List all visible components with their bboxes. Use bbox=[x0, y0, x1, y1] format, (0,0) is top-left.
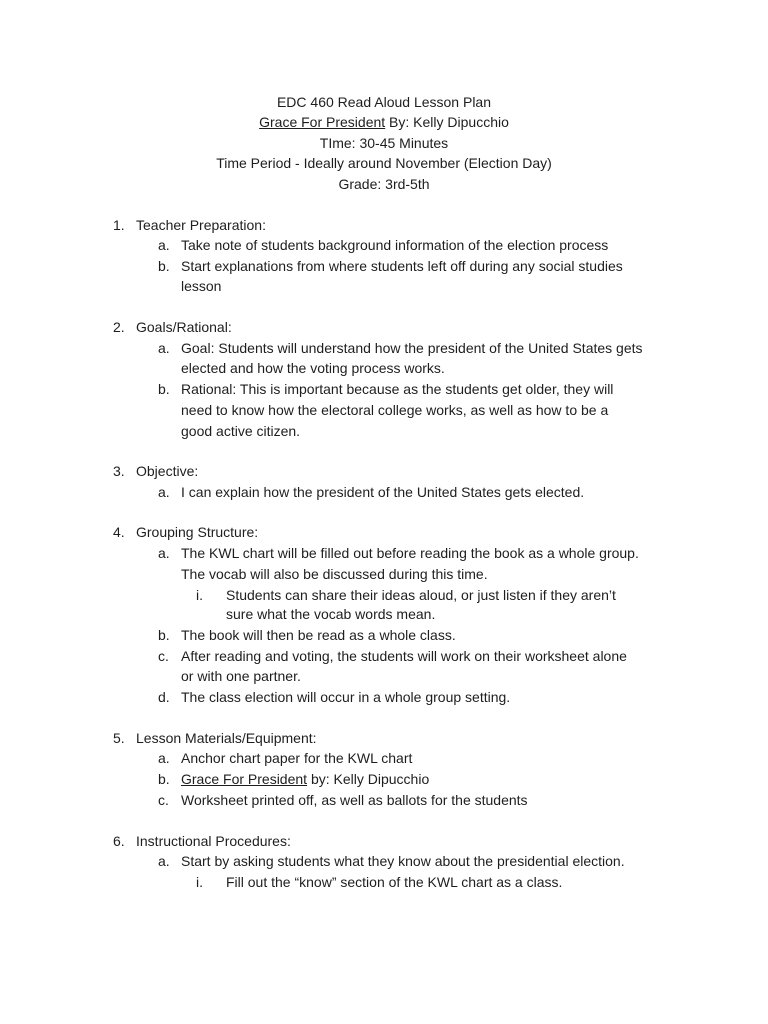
book-title-link: Grace For President bbox=[259, 114, 386, 130]
list-item: Worksheet printed off, as well as ballots for the students bbox=[181, 792, 528, 808]
list-item-continuation: need to know how the electoral college works, as well as how to be a bbox=[181, 402, 609, 418]
item-marker: b. bbox=[158, 771, 170, 787]
subitem-marker: i. bbox=[196, 874, 203, 890]
time-line: TIme: 30-45 Minutes bbox=[319, 135, 449, 151]
grade-line: Grade: 3rd-5th bbox=[338, 176, 430, 192]
sub-list-item: Fill out the “know” section of the KWL chart as a class. bbox=[226, 874, 563, 890]
list-item: The KWL chart will be filled out before reading the book as a whole group. bbox=[181, 545, 639, 561]
item-marker: b. bbox=[158, 381, 170, 397]
list-item-continuation: or with one partner. bbox=[181, 668, 301, 684]
list-item: Start by asking students what they know about the presidential election. bbox=[181, 853, 625, 869]
author-text: by: Kelly Dipucchio bbox=[307, 771, 430, 787]
section-title: Goals/Rational: bbox=[136, 319, 232, 335]
item-marker: c. bbox=[158, 648, 169, 664]
list-item-continuation: The vocab will also be discussed during this time. bbox=[181, 566, 488, 582]
item-marker: a. bbox=[158, 340, 170, 356]
item-marker: a. bbox=[158, 484, 170, 500]
sub-list-item: Students can share their ideas aloud, or just listen if they aren’t bbox=[226, 587, 616, 603]
section-number: 1. bbox=[113, 217, 125, 233]
section-title: Teacher Preparation: bbox=[136, 217, 266, 233]
list-item: Goal: Students will understand how the president of the United States gets bbox=[181, 340, 643, 356]
section-title: Grouping Structure: bbox=[136, 524, 259, 540]
section-title: Objective: bbox=[136, 463, 199, 479]
list-item: I can explain how the president of the United States gets elected. bbox=[181, 484, 585, 500]
list-item: The class election will occur in a whole group setting. bbox=[181, 689, 511, 705]
book-title-link: Grace For President bbox=[181, 771, 308, 787]
item-marker: a. bbox=[158, 853, 170, 869]
book-author-line bbox=[0, 112, 768, 132]
section-number: 5. bbox=[113, 730, 125, 746]
section-number: 2. bbox=[113, 319, 125, 335]
item-marker: d. bbox=[158, 689, 170, 705]
list-item-continuation: elected and how the voting process works. bbox=[181, 360, 445, 376]
list-item: After reading and voting, the students will work on their worksheet alone bbox=[181, 648, 627, 664]
list-item: The book will then be read as a whole class. bbox=[181, 627, 456, 643]
course-title: EDC 460 Read Aloud Lesson Plan bbox=[276, 94, 492, 110]
list-item-continuation: good active citizen. bbox=[181, 423, 301, 439]
section-number: 4. bbox=[113, 524, 125, 540]
list-item-continuation: lesson bbox=[181, 278, 222, 294]
section-number: 6. bbox=[113, 833, 125, 849]
author-text: By: Kelly Dipucchio bbox=[385, 114, 509, 130]
item-marker: c. bbox=[158, 792, 169, 808]
item-marker: b. bbox=[158, 627, 170, 643]
section-title: Instructional Procedures: bbox=[136, 833, 291, 849]
section-number: 3. bbox=[113, 463, 125, 479]
item-marker: b. bbox=[158, 258, 170, 274]
time-period-line: Time Period - Ideally around November (Election Day) bbox=[216, 155, 552, 171]
list-item: Anchor chart paper for the KWL chart bbox=[181, 750, 413, 766]
list-item bbox=[181, 769, 429, 789]
subitem-marker: i. bbox=[196, 587, 203, 603]
list-item: Start explanations from where students left off during any social studies bbox=[181, 258, 623, 274]
list-item: Take note of students background information of the election process bbox=[181, 237, 609, 253]
item-marker: a. bbox=[158, 237, 170, 253]
sub-list-item-continuation: sure what the vocab words mean. bbox=[226, 606, 436, 622]
item-marker: a. bbox=[158, 545, 170, 561]
section-title: Lesson Materials/Equipment: bbox=[136, 730, 317, 746]
item-marker: a. bbox=[158, 750, 170, 766]
list-item: Rational: This is important because as the students get older, they will bbox=[181, 381, 614, 397]
